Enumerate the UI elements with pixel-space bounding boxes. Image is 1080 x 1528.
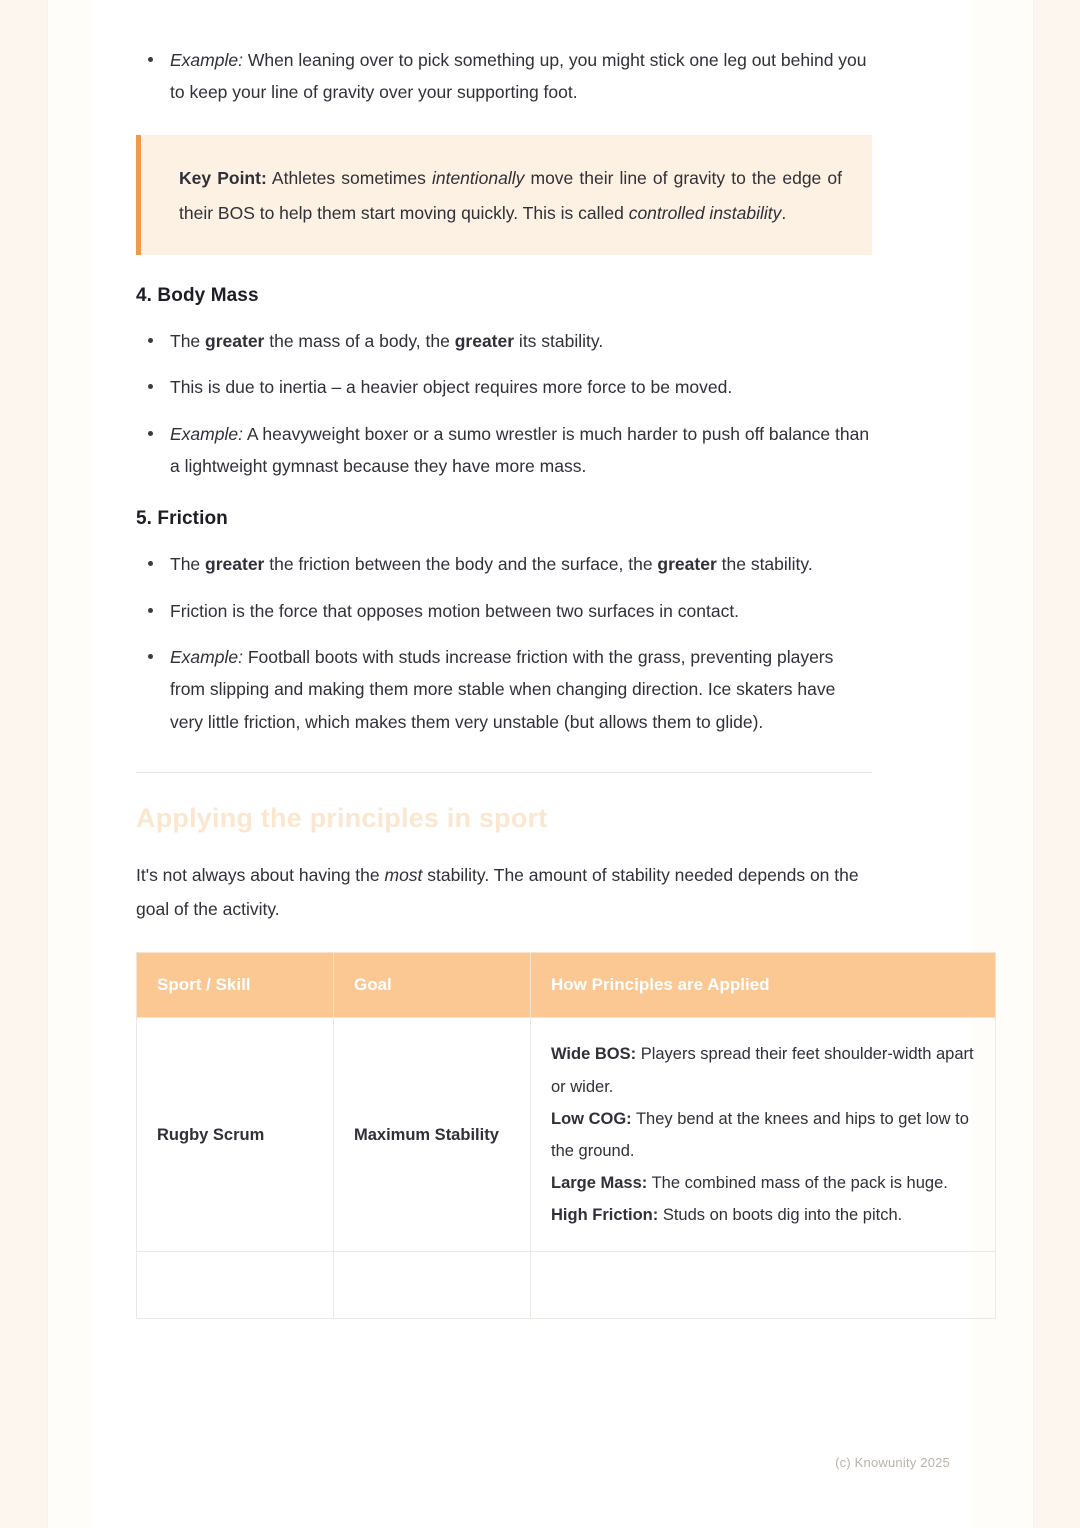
table-row	[137, 1018, 996, 1252]
list-item	[136, 325, 872, 357]
cell-goal: Maximum Stability	[334, 1018, 531, 1252]
sport-principles-table	[136, 952, 996, 1319]
key-point-callout	[136, 135, 872, 255]
list-item	[136, 44, 872, 109]
example-text: A heavyweight boxer or a sumo wrestler is much harder to push off balance than a lightweight gymnast because they have more mass.	[170, 423, 870, 476]
example-text: Football boots with studs increase friction with the grass, preventing players from slipping and making them more stable when changing direction. Ice skaters have very little friction, which makes them very unstable (but allows them to glide).	[170, 647, 836, 732]
key-point-italic2: controlled instability	[628, 202, 782, 223]
example-label: Example:	[170, 647, 243, 667]
principle-text: They bend at the knees and hips to get low to the ground.	[551, 1109, 969, 1160]
document-page-inner	[92, 0, 972, 1528]
document-content	[136, 44, 974, 1319]
top-bullet-list	[136, 44, 872, 109]
bullet-post: its stability.	[514, 330, 604, 351]
principle-text: The combined mass of the pack is huge.	[647, 1174, 948, 1193]
column-header-how: How Principles are Applied	[531, 953, 996, 1018]
key-point-italic1: intentionally	[431, 167, 525, 188]
principle-label: Wide BOS:	[551, 1045, 637, 1064]
example-label: Example:	[170, 50, 243, 70]
bullet-bold-1: greater	[205, 330, 265, 351]
applying-intro-paragraph	[136, 858, 872, 926]
cell-goal-partial	[334, 1252, 531, 1319]
bullet-bold-1: greater	[205, 554, 265, 575]
intro-post: stability. The amount of stability needed depends on the goal of the activity.	[136, 865, 859, 920]
table-body	[137, 1018, 996, 1319]
principle-label: High Friction:	[551, 1206, 659, 1225]
example-label: Example:	[170, 423, 243, 444]
principle-label: Large Mass:	[551, 1174, 648, 1193]
list-item	[136, 371, 872, 403]
list-item	[136, 548, 872, 580]
list-item	[136, 641, 872, 738]
key-point-label: Key Point:	[179, 167, 267, 188]
cell-how-partial	[531, 1252, 996, 1319]
friction-bullet-list	[136, 548, 872, 738]
bullet-pre: Friction is the force that opposes motion between two surfaces in contact.	[170, 600, 740, 621]
column-header-sport: Sport / Skill	[137, 953, 334, 1018]
example-text: When leaning over to pick something up, you might stick one leg out behind you to keep your line of gravity over your supporting foot.	[170, 50, 867, 103]
cell-sport: Rugby Scrum	[137, 1018, 334, 1252]
table-header	[137, 953, 996, 1018]
key-point-part1: Athletes sometimes	[266, 167, 432, 188]
principle-line	[551, 1199, 975, 1231]
principle-line	[551, 1167, 975, 1199]
intro-italic: most	[384, 865, 423, 886]
cell-how	[531, 1018, 996, 1252]
list-item	[136, 595, 872, 627]
principle-text: Players spread their feet shoulder-width apart or wider.	[551, 1045, 974, 1096]
document-page	[48, 0, 1033, 1528]
bullet-bold-2: greater	[657, 554, 717, 575]
table-row-partial	[137, 1252, 996, 1319]
bullet-mid: the mass of a body, the	[264, 330, 455, 351]
bullet-mid: the friction between the body and the surface, the	[264, 554, 658, 575]
list-item	[136, 418, 872, 483]
cell-sport-partial	[137, 1252, 334, 1319]
column-header-goal: Goal	[334, 953, 531, 1018]
section-divider	[136, 772, 872, 773]
principle-line	[551, 1038, 975, 1102]
bullet-post: the stability.	[716, 554, 813, 575]
watermark: (c) Knowunity 2025	[835, 1455, 950, 1470]
table-header-row	[137, 953, 996, 1018]
bullet-pre: The	[170, 330, 206, 351]
body-mass-bullet-list	[136, 325, 872, 483]
key-point-part3: .	[781, 202, 787, 223]
bullet-pre: This is due to inertia – a heavier object requires more force to be moved.	[170, 377, 733, 398]
bullet-pre: The	[170, 554, 206, 575]
bullet-bold-2: greater	[454, 330, 515, 351]
intro-pre: It's not always about having the	[136, 865, 385, 886]
principle-label: Low COG:	[551, 1109, 632, 1128]
section-heading-body-mass: 4. Body Mass	[136, 284, 259, 306]
principle-line	[551, 1103, 975, 1167]
section-heading-friction: 5. Friction	[136, 508, 228, 530]
principle-text: Studs on boots dig into the pitch.	[658, 1206, 903, 1225]
key-point-part2: move their line of gravity to the edge of their BOS to help them start moving quickly. This is called	[179, 167, 842, 223]
page-title-applying: Applying the principles in sport	[136, 803, 548, 834]
